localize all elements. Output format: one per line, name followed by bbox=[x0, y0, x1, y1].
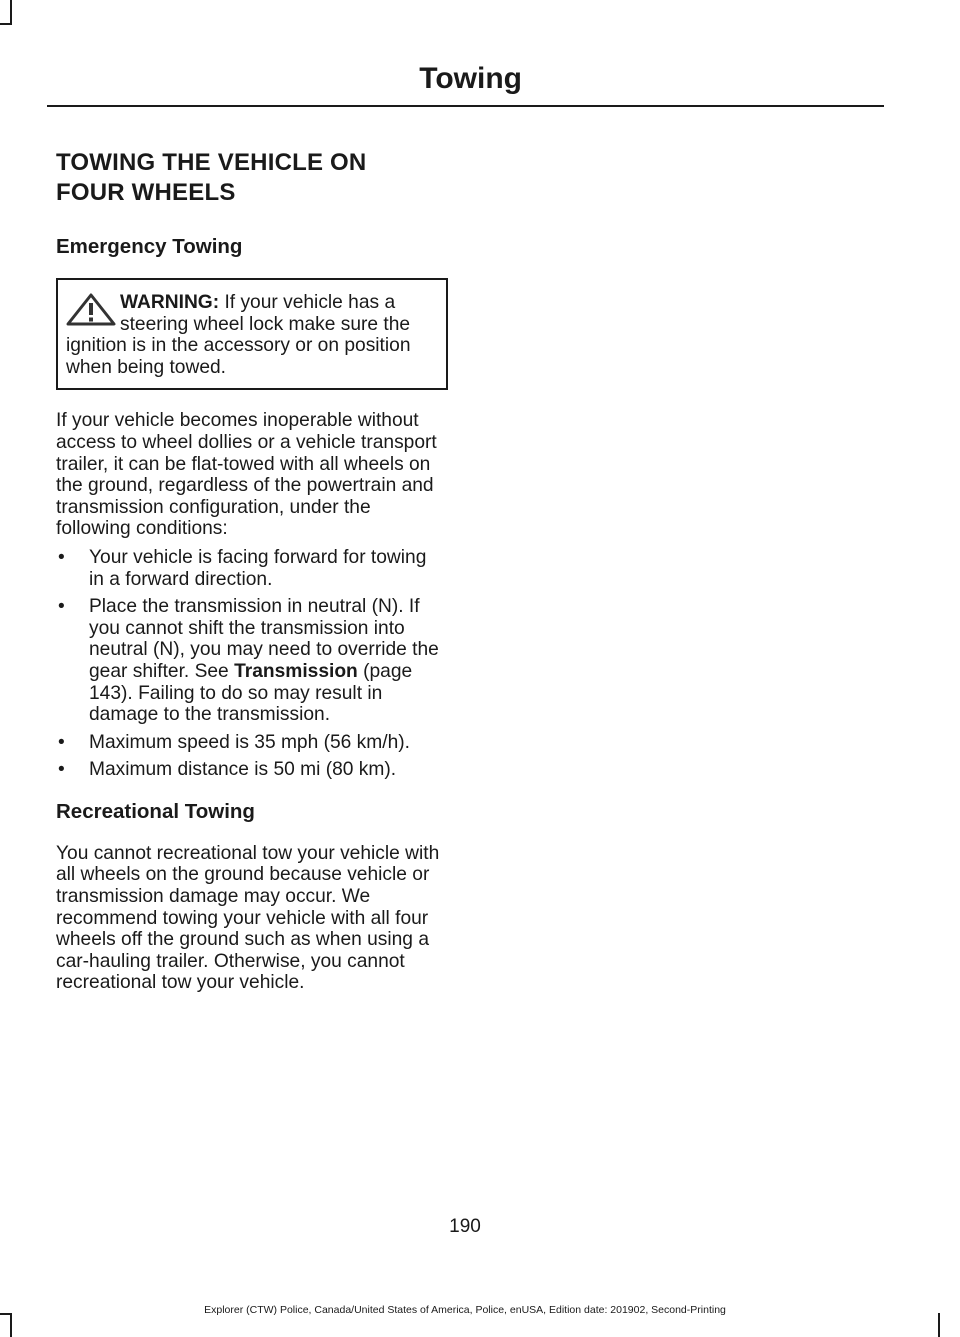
warning-text: If your vehicle has a steering wheel lock make sure the ignition is in the accessory or on position when being towed. bbox=[66, 292, 411, 378]
footer-text: Explorer (CTW) Police, Canada/United States of America, Police, enUSA, Edition date: 201902, Second-Printing bbox=[204, 1304, 726, 1316]
warning-triangle-icon bbox=[64, 292, 118, 326]
crop-mark bbox=[0, 23, 12, 25]
list-item-text: Your vehicle is facing forward for towing in a forward direction. bbox=[89, 546, 427, 590]
crop-mark bbox=[938, 1313, 940, 1337]
warning-label: WARNING: bbox=[120, 292, 220, 313]
list-item-text: Maximum speed is 35 mph (56 km/h). bbox=[89, 731, 410, 753]
bullet-icon: • bbox=[58, 759, 65, 781]
section-heading-line-1: TOWING THE VEHICLE ON bbox=[56, 149, 367, 176]
main-content bbox=[56, 148, 446, 1001]
section-heading-line-2: FOUR WHEELS bbox=[56, 179, 236, 206]
bullet-icon: • bbox=[58, 731, 65, 753]
list-item bbox=[56, 547, 446, 590]
list-item bbox=[56, 759, 446, 781]
recreational-towing-heading: Recreational Towing bbox=[56, 799, 255, 823]
warning-box bbox=[56, 278, 448, 390]
list-item-text: (page 143). Failing to do so may result in damage to the transmission. bbox=[89, 660, 413, 726]
bullet-icon: • bbox=[58, 546, 65, 568]
bullet-icon: • bbox=[58, 596, 65, 618]
page-header-title: Towing bbox=[419, 62, 522, 95]
crop-mark bbox=[10, 0, 12, 24]
recreational-paragraph: You cannot recreational tow your vehicle with all wheels on the ground because vehicle or transmission damage may occur. We recommend towing your vehicle with all four wheels off the ground such as when using a car-hauling trailer. Otherwise, you cannot recreational tow your vehicle. bbox=[56, 842, 440, 994]
section-heading bbox=[56, 148, 446, 208]
crop-mark bbox=[10, 1313, 12, 1337]
list-item bbox=[56, 596, 446, 726]
header-divider bbox=[47, 105, 884, 107]
list-item bbox=[56, 732, 446, 754]
conditions-list bbox=[56, 547, 446, 781]
page-number: 190 bbox=[449, 1216, 481, 1237]
emergency-towing-heading: Emergency Towing bbox=[56, 235, 243, 258]
transmission-link[interactable]: Transmission bbox=[234, 660, 358, 682]
intro-paragraph: If your vehicle becomes inoperable without access to wheel dollies or a vehicle transport trailer, it can be flat-towed with all wheels on the ground, regardless of the powertrain and transmission configuration, under the following conditions: bbox=[56, 410, 437, 540]
list-item-text: Maximum distance is 50 mi (80 km). bbox=[89, 759, 397, 781]
list-item-text: Place the transmission in neutral (N). If you cannot shift the transmission into neutral (N), you may need to override the gear shifter. See bbox=[89, 596, 439, 682]
